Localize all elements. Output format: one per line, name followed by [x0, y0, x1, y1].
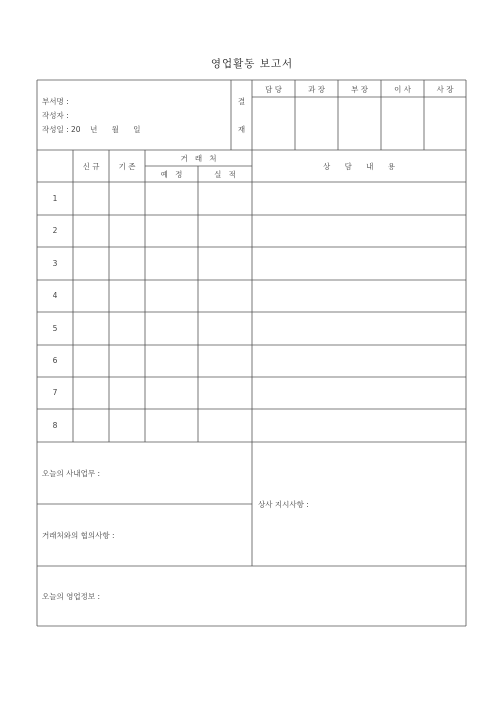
writer-label: 작성자 : [42, 111, 69, 120]
existing-client-header: 기 존 [118, 162, 136, 171]
client-agreement-label: 거래처와의 협의사항 : [42, 531, 115, 540]
approver-director: 이 사 [394, 85, 411, 94]
approver-president: 사 장 [436, 85, 454, 94]
date-label: 작성일 : 20 년 월 일 [42, 125, 141, 134]
boss-instructions-label: 상사 지시사항 : [258, 500, 309, 509]
new-client-header: 신 규 [82, 162, 100, 171]
row-number: 2 [52, 226, 58, 235]
actual-header: 실 적 [214, 170, 236, 179]
document-title: 영업활동 보고서 [210, 58, 294, 70]
row-number: 5 [52, 324, 58, 333]
internal-work-label: 오늘의 사내업무 : [42, 469, 101, 478]
approver-staff: 담 당 [265, 85, 282, 94]
approval-label-bottom: 재 [237, 125, 246, 134]
approver-section-chief: 과 장 [308, 85, 325, 94]
approval-label-top: 결 [237, 97, 246, 106]
sales-info-label: 오늘의 영업정보 : [42, 592, 101, 601]
row-number: 8 [52, 421, 58, 430]
plan-header: 예 정 [160, 170, 183, 179]
dept-label: 부서명 : [42, 97, 69, 106]
row-number: 6 [52, 356, 58, 365]
row-number: 1 [52, 194, 58, 203]
row-number: 4 [52, 291, 58, 300]
consult-content-header: 상 담 내 용 [323, 162, 395, 171]
row-number: 7 [52, 388, 58, 397]
approver-dept-head: 부 장 [351, 85, 368, 94]
row-number: 3 [52, 259, 58, 268]
client-header: 거 래 처 [180, 154, 217, 163]
